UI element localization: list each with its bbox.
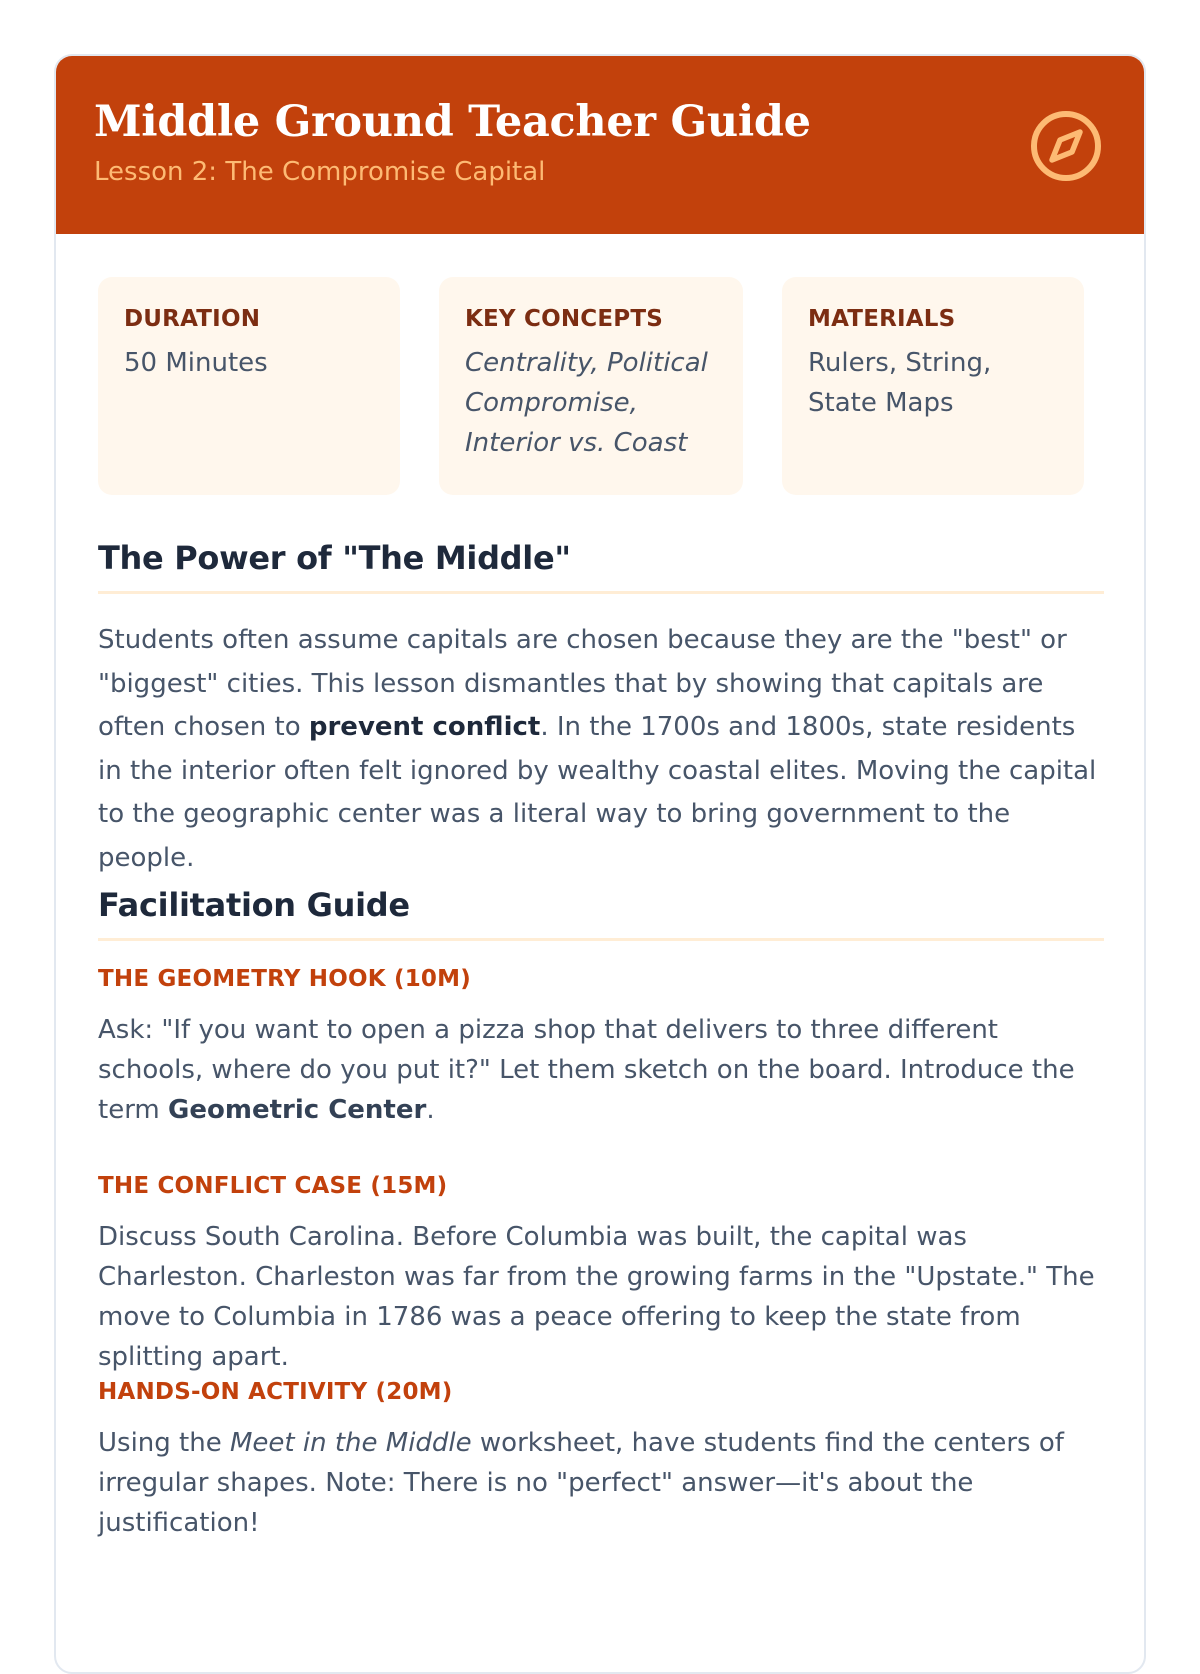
lesson-subtitle: Lesson 2: The Compromise Capital: [94, 157, 546, 187]
worksheet-title: Meet in the Middle: [229, 1428, 472, 1458]
step-title-hands-on-activity: HANDS-ON ACTIVITY (20M): [98, 1379, 453, 1405]
emphasis-prevent-conflict: prevent conflict: [308, 712, 541, 742]
step-title-conflict-case: THE CONFLICT CASE (15M): [98, 1173, 448, 1199]
step-text: .: [426, 1095, 435, 1125]
info-label: KEY CONCEPTS: [465, 306, 663, 332]
page-title: Middle Ground Teacher Guide: [94, 97, 811, 147]
step-text-conflict-case: Discuss South Carolina. Before Columbia was built, the capital was Charleston. Charleston was far from the growing farms in the "Upstate." The move to Columbia in 1786 was a peace offering to keep the state from splitting apart.: [98, 1222, 1095, 1372]
info-value: Centrality, Political Compromise, Interior vs. Coast: [465, 348, 708, 458]
step-text-hands-on-activity: [98, 1423, 1104, 1543]
step-text: Using the: [98, 1428, 230, 1458]
info-box-materials: [782, 277, 1084, 495]
step-text-geometry-hook: [98, 1010, 1104, 1130]
guide-header: [54, 54, 1146, 234]
paragraph-text: Students often assume capitals are chosen because they are the "best" or "biggest" cities. This lesson dismantles that by showing that capitals are often chosen to: [98, 625, 1067, 742]
paragraph-text: . In the 1700s and 1800s, state residents in the interior often felt ignored by wealthy coastal elites. Moving the capital to the geographic center was a literal way to bring government to the people.: [98, 712, 1097, 873]
section-title-facilitation: Facilitation Guide: [98, 885, 1104, 941]
step-text: Ask: "If you want to open a pizza shop that delivers to three different schools, where do you put it?" Let them sketch on the board. Introduce the term: [98, 1015, 1075, 1125]
power-paragraph: [98, 619, 1104, 880]
step-title-geometry-hook: THE GEOMETRY HOOK (10M): [98, 966, 471, 992]
info-label: MATERIALS: [808, 306, 956, 332]
info-value: Rulers, String, State Maps: [808, 348, 992, 418]
info-label: DURATION: [124, 306, 261, 332]
teacher-guide-card: [54, 54, 1146, 1674]
term-geometric-center: Geometric Center: [168, 1095, 427, 1125]
info-box-key-concepts: [439, 277, 743, 495]
info-box-duration: [98, 277, 400, 495]
step-text: worksheet, have students find the centers of irregular shapes. Note: There is no "perfect" answer—it's about the justification!: [98, 1428, 1064, 1538]
compass-icon: [1028, 108, 1104, 184]
section-title-power-of-middle: The Power of "The Middle": [98, 538, 1104, 594]
info-value: 50 Minutes: [124, 348, 268, 378]
